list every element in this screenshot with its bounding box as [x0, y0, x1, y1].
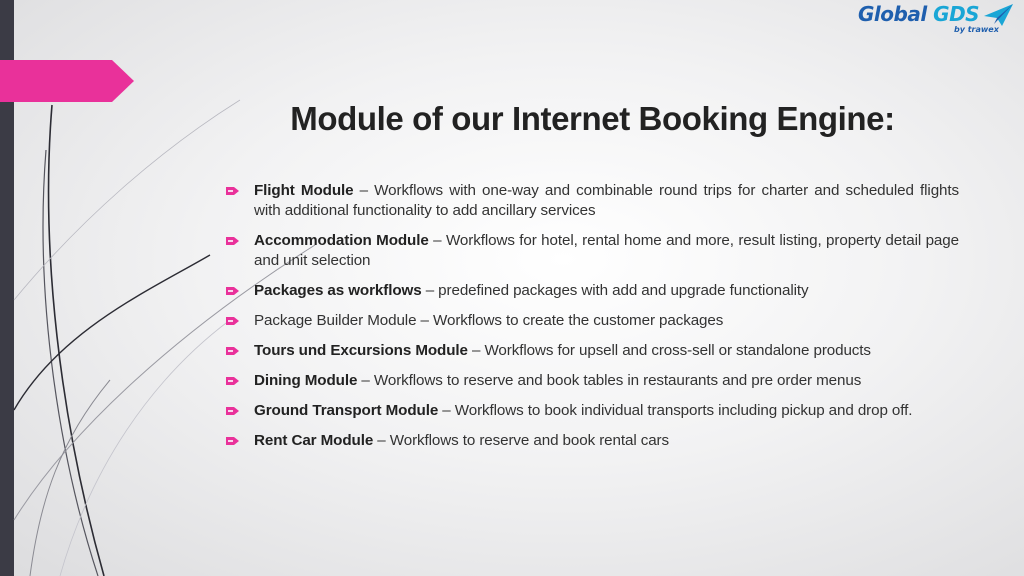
module-name: Rent Car Module [254, 432, 374, 449]
module-name: Ground Transport Module [254, 402, 439, 419]
accent-tab [0, 60, 134, 102]
module-name: Accommodation Module [254, 232, 429, 249]
logo-gds-text: GDS [933, 2, 980, 26]
module-description: – Workflows to create the customer packages [416, 312, 724, 329]
module-name: Package Builder Module [254, 312, 417, 329]
module-name: Flight Module [254, 182, 354, 199]
module-description: – Workflows to book individual transports including pickup and drop off. [438, 402, 913, 419]
module-list-item [226, 341, 959, 361]
arrow-bullet-icon [226, 406, 239, 416]
module-list-item [226, 231, 959, 271]
module-description: – Workflows to reserve and book tables in restaurants and pre order menus [357, 372, 862, 389]
arrow-bullet-icon [226, 436, 239, 446]
logo-wordmark [858, 2, 979, 26]
module-name: Packages as workflows [254, 282, 422, 299]
module-description: – Workflows for hotel, rental home and more, result listing, property detail page and unit selection [254, 232, 959, 269]
module-list [226, 181, 959, 461]
module-name: Tours und Excursions Module [254, 342, 468, 359]
arrow-bullet-icon [226, 346, 239, 356]
page-title: Module of our Internet Booking Engine: [290, 100, 895, 137]
arrow-bullet-icon [226, 316, 239, 326]
module-description: – Workflows to reserve and book rental cars [373, 432, 669, 449]
logo-global-text: Global [858, 2, 927, 26]
module-list-item [226, 371, 959, 391]
module-name: Dining Module [254, 372, 358, 389]
module-list-item [226, 281, 959, 301]
paper-plane-icon [982, 2, 1014, 28]
arrow-bullet-icon [226, 376, 239, 386]
module-list-item [226, 181, 959, 221]
module-list-item [226, 311, 959, 331]
arrow-bullet-icon [226, 286, 239, 296]
logo-tagline: by trawex [954, 25, 999, 34]
module-list-item [226, 431, 959, 451]
module-description: – predefined packages with add and upgrade functionality [421, 282, 809, 299]
module-list-item [226, 401, 959, 421]
global-gds-logo [858, 2, 1018, 38]
arrow-bullet-icon [226, 236, 239, 246]
arrow-bullet-icon [226, 186, 239, 196]
module-description: – Workflows with one-way and combinable round trips for charter and scheduled flights with additional functionality to add ancillary services [254, 182, 959, 219]
module-description: – Workflows for upsell and cross-sell or standalone products [467, 342, 871, 359]
